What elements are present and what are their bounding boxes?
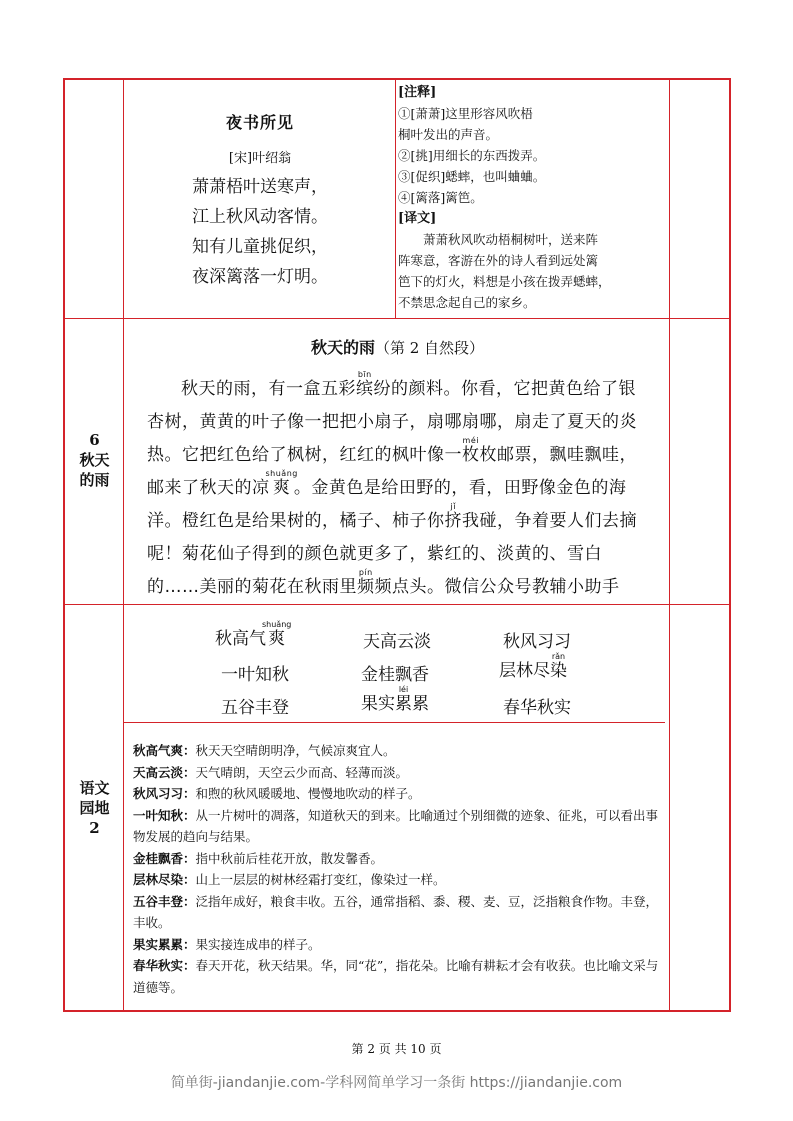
prose-text: 频点头。微信公众号教辅小助手 (374, 577, 620, 597)
idiom: 春华秋实 (503, 698, 571, 718)
prose-block (125, 320, 670, 606)
definition-term: 果实累累： (133, 936, 196, 952)
translation-line: 萧萧秋风吹动梧桐树叶，送来阵 (423, 232, 599, 247)
garden-label-line: 园地 (79, 799, 110, 817)
poem-lines (125, 172, 395, 292)
definition-text: 果实接连成串的样子。 (195, 936, 321, 952)
prose-title: 秋天的雨 (310, 338, 375, 357)
pinyin: shuǎng (265, 469, 298, 478)
poem-block (125, 80, 395, 320)
pinyin: méi (462, 436, 480, 445)
pinyin: rǎn (550, 652, 567, 661)
column-divider-left (123, 80, 124, 1010)
annotated-char: 爽 (262, 629, 292, 649)
definition-text: 从一片树叶的凋落，知道秋天的到来。比喻通过个别细微的迹象、征兆，可以看出事物发展的趋向与结果。 (133, 807, 659, 844)
idiom: 一叶知秋 (221, 665, 289, 685)
prose-paragraph (147, 370, 652, 604)
idiom: 五谷丰登 (221, 698, 289, 718)
annotated-char: 挤 (444, 511, 462, 531)
pinyin-annotation (356, 370, 374, 399)
pinyin: bīn (356, 370, 374, 379)
definition-term: 秋高气爽： (133, 743, 196, 758)
poem-line: 江上秋风动客情。 (192, 207, 328, 227)
definition-text: 春天开花，秋天结果。华，同“花”，指花朵。比喻有耕耘才会有收获。也比喻文采与道德等。 (133, 958, 659, 995)
definition-term: 秋风习习： (133, 786, 196, 801)
lesson-number: 6 (89, 431, 100, 449)
pinyin: pín (357, 568, 375, 577)
poem-title: 夜书所见 (225, 113, 294, 132)
definition-row (133, 869, 668, 891)
idiom-text: 累 (412, 694, 429, 714)
lesson-label-line: 秋天 (79, 451, 110, 469)
prose-text: 纷的颜料。你看，它把黄色给了银杏树，黄黄的叶子像一把把小扇子，扇哪扇哪，扇走了夏天的炎热。它把红色给了枫树，红红的枫叶像一 (147, 379, 637, 465)
poem-notes-divider (395, 80, 396, 318)
prose-text: 。金黄色是给田野的，看，田野像金色的海洋。橙红色是给果树的，橘子、柿子你 (147, 478, 627, 531)
page-number: 第 2 页 共 10 页 (351, 1042, 442, 1056)
definition-row (133, 934, 668, 956)
pinyin-annotation (395, 685, 412, 714)
note-item: ①[萧萧]这里形容风吹梧 (398, 106, 533, 121)
pinyin: shuǎng (262, 620, 292, 629)
note-item: 桐叶发出的声音。 (398, 127, 499, 142)
definition-term: 天高云淡： (133, 764, 196, 780)
pinyin-annotation (262, 620, 292, 649)
definition-term: 春华秋实： (133, 958, 196, 973)
idiom: 秋风习习 (503, 632, 571, 652)
pinyin: jǐ (444, 502, 462, 511)
translation-line: 笆下的灯火，料想是小孩在拨弄蟋蟀， (398, 274, 611, 289)
prose-text: 我碰，争着要人们去摘呢！菊花仙子得到的颜色就更多了，紫红的、淡黄的、雪白的……美丽的菊花在秋雨里 (147, 511, 637, 597)
idiom (215, 620, 291, 649)
pinyin-annotation (357, 568, 375, 597)
note-item: ④[篱落]篱笆。 (398, 190, 483, 205)
annotated-char: 枚 (462, 445, 480, 465)
definition-row (133, 891, 668, 934)
idiom: 天高云淡 (363, 632, 431, 652)
prose-text: 秋天的雨，有一盒五彩 (181, 379, 356, 399)
translation-line: 阵寒意，客游在外的诗人看到远处篱 (398, 253, 599, 268)
idiom: 金桂飘香 (361, 665, 429, 685)
definition-text: 指中秋前后桂花开放，散发馨香。 (195, 850, 384, 866)
definition-text: 秋天天空晴朗明净，气候凉爽宜人。 (195, 743, 396, 758)
lesson-label-line: 的雨 (79, 471, 110, 489)
idiom-text: 层林尽 (499, 661, 550, 681)
pinyin-annotation (444, 502, 463, 531)
pinyin-annotation (550, 652, 567, 681)
poem-line: 夜深篱落一灯明。 (192, 267, 328, 287)
definition-row (133, 848, 668, 870)
definition-term: 层林尽染： (133, 872, 196, 887)
content-table (63, 78, 731, 1012)
definition-text: 泛指年成好，粮食丰收。五谷，通常指稻、黍、稷、麦、豆，泛指粮食作物。丰登，丰收。 (133, 893, 659, 930)
definition-text: 山上一层层的树林经霜打变红，像染过一样。 (195, 872, 446, 887)
definition-term: 金桂飘香： (133, 850, 196, 866)
watermark: 简单街-jiandanjie.com-学科网简单学习一条街 https://jiandanjie.com (170, 1075, 623, 1091)
garden-label-line: 2 (89, 819, 100, 837)
idiom-text: 果实 (361, 694, 395, 714)
definition-row (133, 805, 668, 848)
idiom (499, 652, 567, 681)
pinyin-annotation (462, 436, 480, 465)
lesson-label (65, 430, 124, 490)
poem-author: [宋]叶绍翁 (228, 151, 292, 166)
idiom (361, 685, 429, 714)
garden-label-line: 语文 (79, 779, 110, 797)
pinyin-annotation (265, 469, 298, 498)
notes-block (398, 82, 668, 313)
notes-header: [注释] (398, 85, 437, 100)
definition-row (133, 955, 668, 998)
annotated-char: 爽 (265, 478, 298, 498)
annotated-char: 累 (395, 694, 412, 714)
definition-term: 一叶知秋： (133, 807, 196, 823)
prose-heading (125, 335, 670, 358)
note-item: ③[促织]蟋蟀，也叫蛐蛐。 (398, 169, 546, 184)
poem-line: 萧萧梧叶送寒声， (192, 177, 328, 197)
translation-header: [译文] (398, 211, 437, 226)
definition-row (133, 740, 668, 762)
note-item: ②[挑]用细长的东西拨弄。 (398, 148, 546, 163)
poem-line: 知有儿童挑促织， (192, 237, 328, 257)
definition-text: 和煦的秋风暖暖地、慢慢地吹动的样子。 (195, 786, 421, 801)
annotated-char: 染 (550, 661, 567, 681)
translation-line: 不禁思念起自己的家乡。 (398, 295, 536, 310)
idiom-grid (125, 606, 670, 724)
definition-term: 五谷丰登： (133, 893, 196, 909)
definition-row (133, 762, 668, 784)
definition-row (133, 783, 668, 805)
prose-subtitle: （第 2 自然段） (374, 339, 485, 357)
annotated-char: 频 (357, 577, 375, 597)
annotated-char: 缤 (356, 379, 374, 399)
idiom-definitions (133, 740, 668, 998)
idiom-text: 秋高气 (215, 629, 266, 649)
definition-text: 天气晴朗，天空云少而高、轻薄而淡。 (195, 764, 409, 780)
pinyin: léi (395, 685, 412, 694)
prose-text: 枚邮票，飘哇飘哇，邮来了秋天的凉 (147, 445, 637, 498)
garden-label (65, 778, 124, 838)
